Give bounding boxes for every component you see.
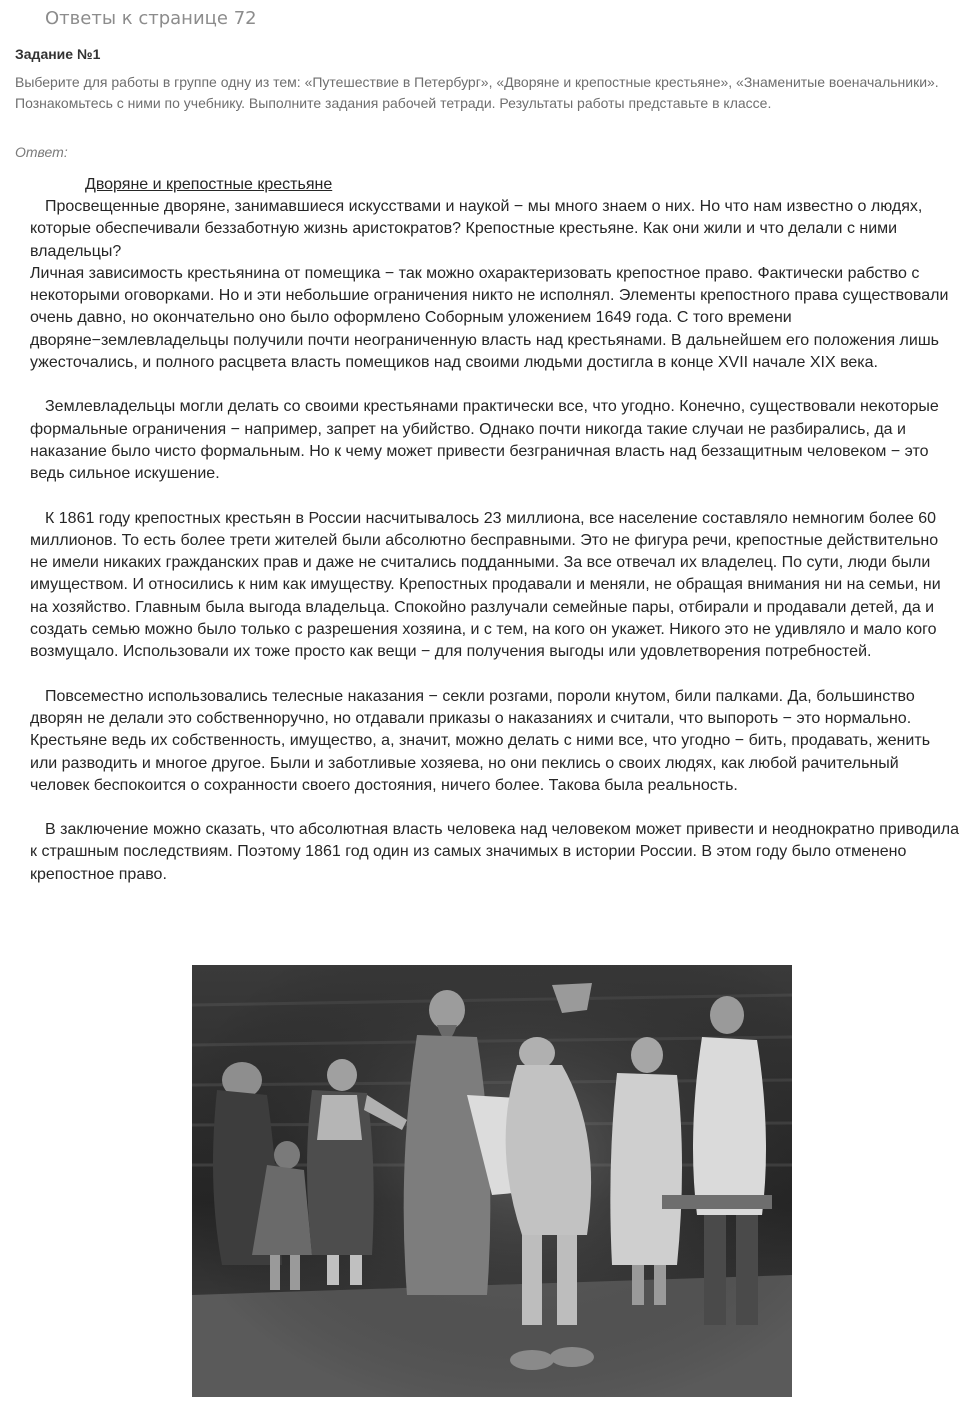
page-title: Ответы к странице 72 — [45, 8, 257, 29]
article-paragraph-4: К 1861 году крепостных крестьян в России насчитывалось 23 миллиона, все население составляло немногим более 60 миллионов. То есть более трети жителей были абсолютно бесправными. Это не фигура речи, крепостные действительно не имели никаких гражданских прав и даже не считались подданными. За все отвечал их владелец. По сути, люди были имуществом. И относились к ним как имуществу. Крепостных продавали и меняли, не обращая внимания ни на семьи, ни на хозяйство. Главным была выгода владельца. Спокойно разлучали семейные пары, отбирали и продавали детей, да и создать семью можно было только с разрешения хозяина, и с тем, на кого он укажет. Никого это не удивляло и мало кого возмущало. Использовали их тоже просто как вещи − для получения выгоды или удовлетворения потребностей. — [30, 509, 941, 661]
article-paragraph-3: Землевладельцы могли делать со своими крестьянами практически все, что угодно. Конечно, существовали некоторые формальные ограничения − например, запрет на убийство. Однако почти никогда такие случаи не разбирались, да и наказание было чисто формальным. Но к чему может привести безграничная власть над беззащитным человеком − это ведь сильное искушение. — [30, 398, 939, 483]
article-paragraph-2: Личная зависимость крестьянина от помещика − так можно охарактеризовать крепостное право. Фактически рабство с некоторыми оговорками. Но и эти небольшие ограничения никто не исполнял. Элементы крепостного права существовали очень давно, но окончательно оно было оформлено Соборным уложением 1649 года. С того времени дворяне−землевладельцы получили почти неограниченную власть над крестьянами. В дальнейшем его положения лишь ужесточались, и полного расцвета власть помещиков над своими людьми достигла в конце XVII начале XIX века. — [30, 264, 949, 372]
article-paragraph-5: Повсеместно использовались телесные наказания − секли розгами, пороли кнутом, били палками. Да, большинство дворян не делали это собственноручно, но отдавали приказы о наказаниях и считали, что выпороть − это нормально. Крестьяне ведь их собственность, имущество, а, значит, можно делать с ними все, что угодно − бить, продавать, женить или разводить и многое другое. Были и заботливые хозяева, но они пеклись о своих людях, как любой рачительный человек беспокоится о сохранности своего достояния, ничего более. Такова была реальность. — [30, 687, 931, 794]
article-title: Дворяне и крепостные крестьяне — [85, 176, 333, 193]
task-title: Задание №1 — [15, 46, 101, 62]
answer-label: Ответ: — [15, 144, 68, 160]
article-paragraph-6: В заключение можно сказать, что абсолютная власть человека над человеком может привести и неоднократно приводила к страшным последствиям. Поэтому 1861 год один из самых значимых в истории России. В этом году было отменено крепостное право. — [30, 821, 960, 883]
painting-peasants-icon — [192, 965, 792, 1397]
answer-article — [30, 174, 960, 886]
task-description: Выберите для работы в группе одну из тем: «Путешествие в Петербург», «Дворяне и крепостные крестьяне», «Знаменитые военачальники». Познакомьтесь с ними по учебнику. Выполните задания рабочей тетради. Результаты работы представьте в классе. — [15, 74, 939, 111]
article-paragraph-1: Просвещенные дворяне, занимавшиеся искусствами и наукой − мы много знаем о них. Но что нам известно о людях, которые обеспечивали беззаботную жизнь аристократов? Крепостные крестьяне. Как они жили и что делали с ними владельцы? — [30, 198, 923, 260]
